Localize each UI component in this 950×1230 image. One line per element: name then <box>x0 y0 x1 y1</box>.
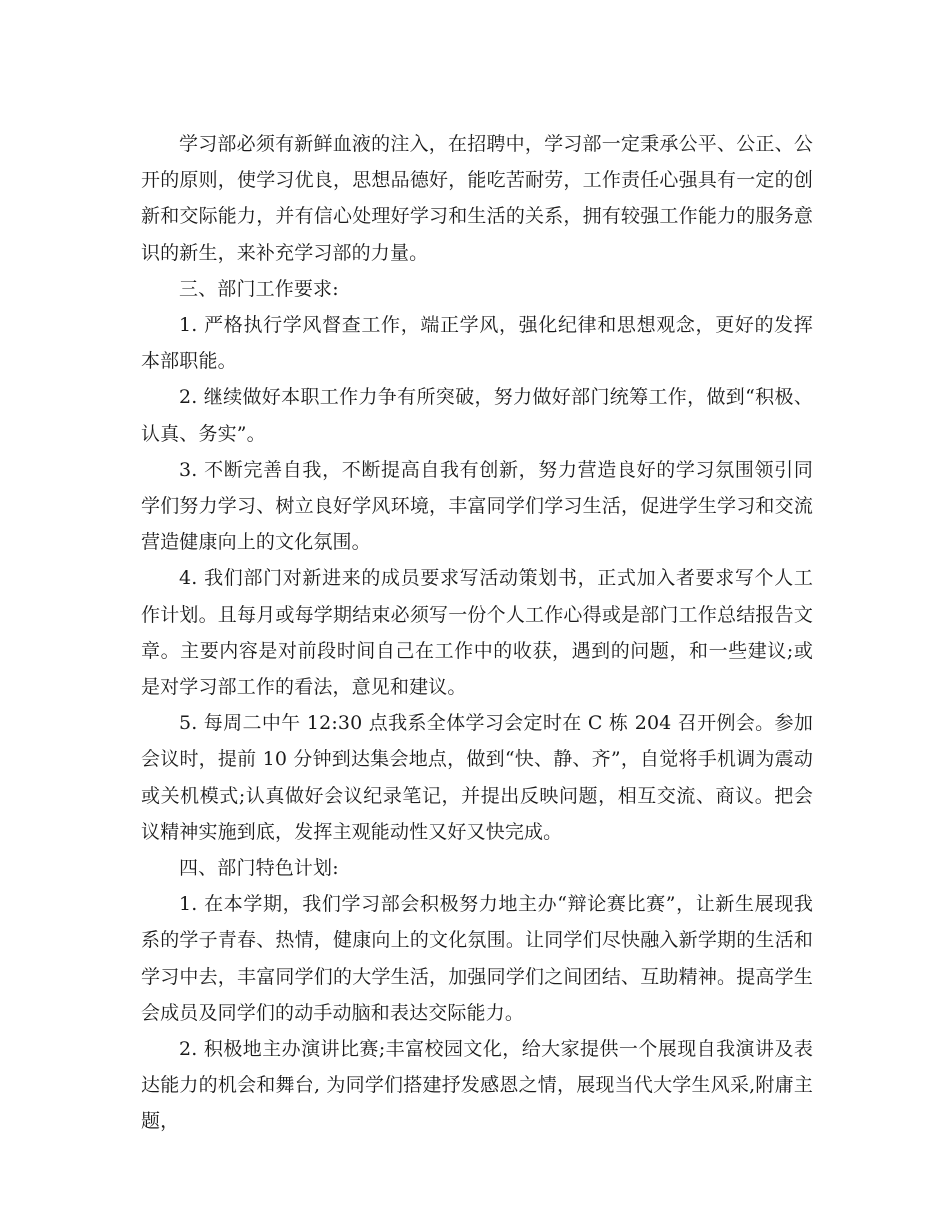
list-item-plan-1: 1. 在本学期，我们学习部会积极努力地主办“辩论赛比赛”，让新生展现我系的学子青春、热情，健康向上的文化氛围。让同学们尽快融入新学期的生活和学习中去，丰富同学们的大学生活，加强同学们之间团结、互助精神。提高学生会成员及同学们的动手动脑和表达交际能力。 <box>141 893 813 1024</box>
paragraph-recruitment: 学习部必须有新鲜血液的注入，在招聘中，学习部一定秉承公平、公正、公开的原则，使学习优良，思想品德好，能吃苦耐劳，工作责任心强具有一定的创新和交际能力，并有信心处理好学习和生活的关系，拥有较强工作能力的服务意识的新生，来补充学习部的力量。 <box>141 133 813 264</box>
list-item-plan-2: 2. 积极地主办演讲比赛;丰富校园文化，给大家提供一个展现自我演讲及表达能力的机会和舞台, 为同学们搭建抒发感恩之情，展现当代大学生风采,附庸主题， <box>141 1038 813 1133</box>
heading-work-requirements: 三、部门工作要求: <box>179 277 339 300</box>
document-body <box>141 126 813 1140</box>
list-item-requirement-4: 4. 我们部门对新进来的成员要求写活动策划书，正式加入者要求写个人工作计划。且每月或每学期结束必须写一份个人工作心得或是部门工作总结报告文章。主要内容是对前段时间自己在工作中的收获，遇到的问题，和一些建议;或是对学习部工作的看法，意见和建议。 <box>141 567 813 699</box>
list-item-requirement-1: 1. 严格执行学风督查工作，端正学风，强化纪律和思想观念，更好的发挥本部职能。 <box>141 314 813 373</box>
list-item-requirement-3: 3. 不断完善自我，不断提高自我有创新，努力营造良好的学习氛围领引同学们努力学习、树立良好学风环境，丰富同学们学习生活，促进学生学习和交流营造健康向上的文化氛围。 <box>141 458 813 554</box>
list-item-requirement-5: 5. 每周二中午 12:30 点我系全体学习会定时在 C 栋 204 召开例会。参加会议时，提前 10 分钟到达集会地点，做到“快、静、齐”，自觉将手机调为震动或关机模式;认真做好会议纪录笔记，并提出反映问题，相互交流、商议。把会议精神实施到底，发挥主观能动性又好又快完成。 <box>141 712 813 843</box>
list-item-requirement-2: 2. 继续做好本职工作力争有所突破，努力做好部门统筹工作，做到“积极、认真、务实”。 <box>141 386 813 445</box>
heading-special-plans: 四、部门特色计划: <box>179 857 339 880</box>
